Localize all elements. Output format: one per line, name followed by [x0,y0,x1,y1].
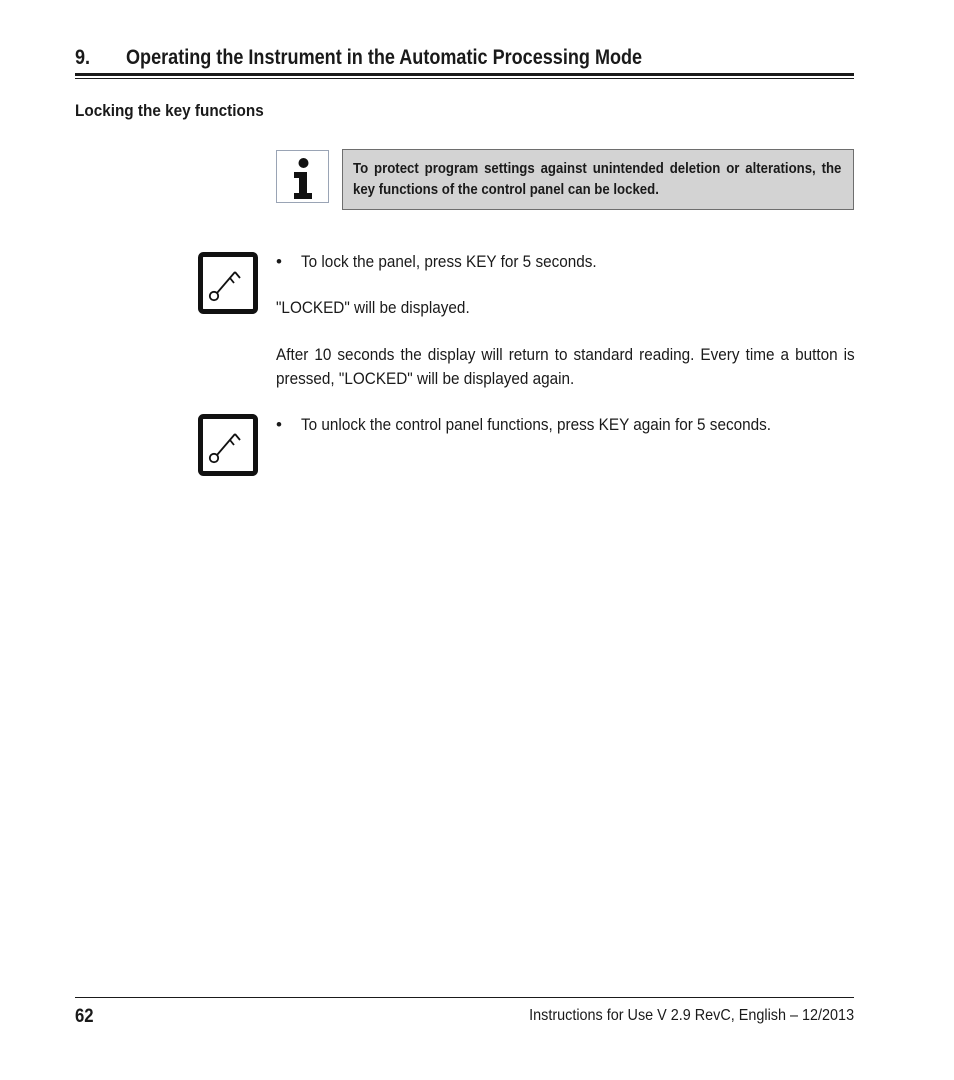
info-icon [276,150,329,203]
key-icon [198,252,258,314]
note-box [342,149,854,210]
header-rule-thin [75,78,854,79]
chapter-title: Operating the Instrument in the Automatic Processing Mode [126,46,643,69]
header-rule-thick [75,73,854,76]
footer-doc-info: Instructions for Use V 2.9 RevC, English – 12/2013 [529,1007,854,1024]
step-unlock-text: To unlock the control panel functions, press KEY again for 5 seconds. [301,415,772,434]
note-text: To protect program settings against unintended deletion or alterations, the key functions of the control panel can be locked. [353,160,842,198]
footer-rule [75,997,854,998]
key-icon [198,414,258,476]
section-heading: Locking the key functions [75,101,264,120]
step-lock-text: To lock the panel, press KEY for 5 seconds. [301,252,597,271]
bullet-dot: • [276,415,282,434]
return-reading-text: After 10 seconds the display will return to standard reading. Every time a button is pressed, "LOCKED" will be displayed again. [276,345,855,388]
page-number: 62 [75,1006,94,1027]
locked-displayed-text: "LOCKED" will be displayed. [276,298,470,317]
page-header [75,44,854,80]
chapter-number: 9. [75,46,91,69]
bullet-dot: • [276,252,282,271]
